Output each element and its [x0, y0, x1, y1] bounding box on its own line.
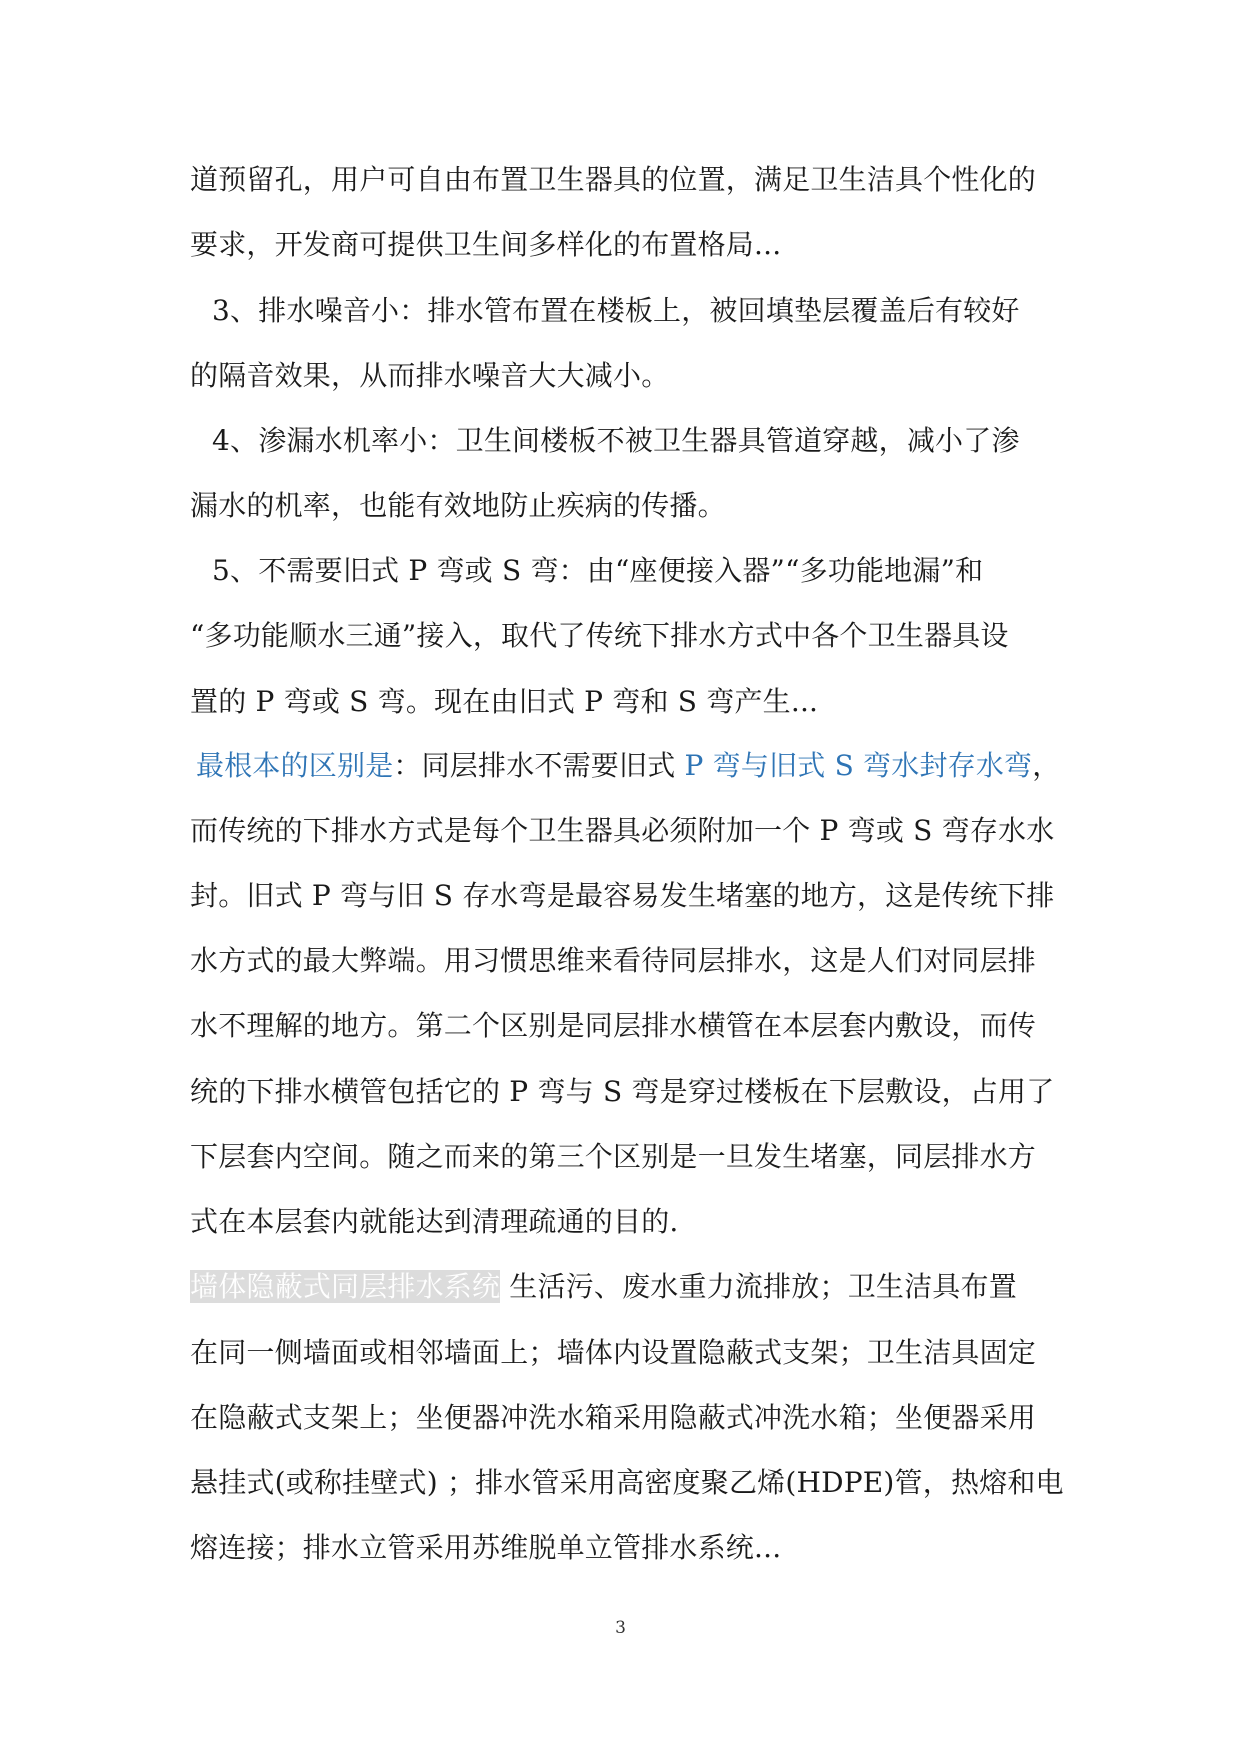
inline-text: ，	[1032, 749, 1061, 782]
text-line: 下层套内空间。随之而来的第三个区别是一旦发生堵塞，同层排水方	[190, 1140, 1037, 1173]
text-line: 的隔音效果，从而排水噪音大大减小。	[190, 359, 670, 392]
text-line: 封。旧式 P 弯与旧 S 存水弯是最容易发生堵塞的地方，这是传统下排	[190, 879, 1055, 912]
text-line: 而传统的下排水方式是每个卫生器具必须附加一个 P 弯或 S 弯存水水	[190, 814, 1055, 847]
text-line: 统的下排水横管包括它的 P 弯与 S 弯是穿过楼板在下层敷设，占用了	[190, 1075, 1055, 1108]
text-line: 要求，开发商可提供卫生间多样化的布置格局...	[190, 228, 782, 261]
text-line: 在同一侧墙面或相邻墙面上；墙体内设置隐蔽式支架；卫生洁具固定	[190, 1336, 1037, 1369]
text-line: 漏水的机率，也能有效地防止疾病的传播。	[190, 489, 726, 522]
text-line: 3、排水噪音小：排水管布置在楼板上，被回填垫层覆盖后有较好	[212, 294, 1020, 327]
text-line: 水不理解的地方。第二个区别是同层排水横管在本层套内敷设，而传	[190, 1009, 1037, 1042]
paragraph-2-first-line	[196, 746, 1076, 786]
blue-inline-text: P 弯与旧式 S 弯水封存水弯	[675, 749, 1033, 782]
blue-heading-text: 最根本的区别是	[196, 749, 394, 782]
text-line: 5、不需要旧式 P 弯或 S 弯：由“座便接入器”“多功能地漏”和	[212, 554, 984, 587]
text-line: 在隐蔽式支架上；坐便器冲洗水箱采用隐蔽式冲洗水箱；坐便器采用	[190, 1401, 1037, 1434]
text-line: 熔连接；排水立管采用苏维脱单立管排水系统...	[190, 1531, 782, 1564]
text-line: “多功能顺水三通”接入，取代了传统下排水方式中各个卫生器具设	[190, 619, 1009, 652]
text-line: 式在本层套内就能达到清理疏通的目的.	[190, 1205, 679, 1238]
text-line: 水方式的最大弊端。用习惯思维来看待同层排水，这是人们对同层排	[190, 944, 1037, 977]
text-line: 4、渗漏水机率小：卫生间楼板不被卫生器具管道穿越，减小了渗	[212, 424, 1020, 457]
text-line: 置的 P 弯或 S 弯。现在由旧式 P 弯和 S 弯产生...	[190, 685, 819, 718]
highlighted-term: 墙体隐蔽式同层排水系统	[190, 1270, 501, 1303]
text-line: 悬挂式(或称挂壁式) ；排水管采用高密度聚乙烯(HDPE)管，热熔和电	[190, 1466, 1064, 1499]
inline-text: 生活污、废水重力流排放；卫生洁具布置	[500, 1270, 1017, 1303]
text-line: 道预留孔，用户可自由布置卫生器具的位置，满足卫生洁具个性化的	[190, 163, 1037, 196]
page-number: 3	[615, 1618, 626, 1638]
inline-text: ：同层排水不需要旧式	[393, 749, 676, 782]
paragraph-3-first-line	[190, 1267, 1070, 1307]
